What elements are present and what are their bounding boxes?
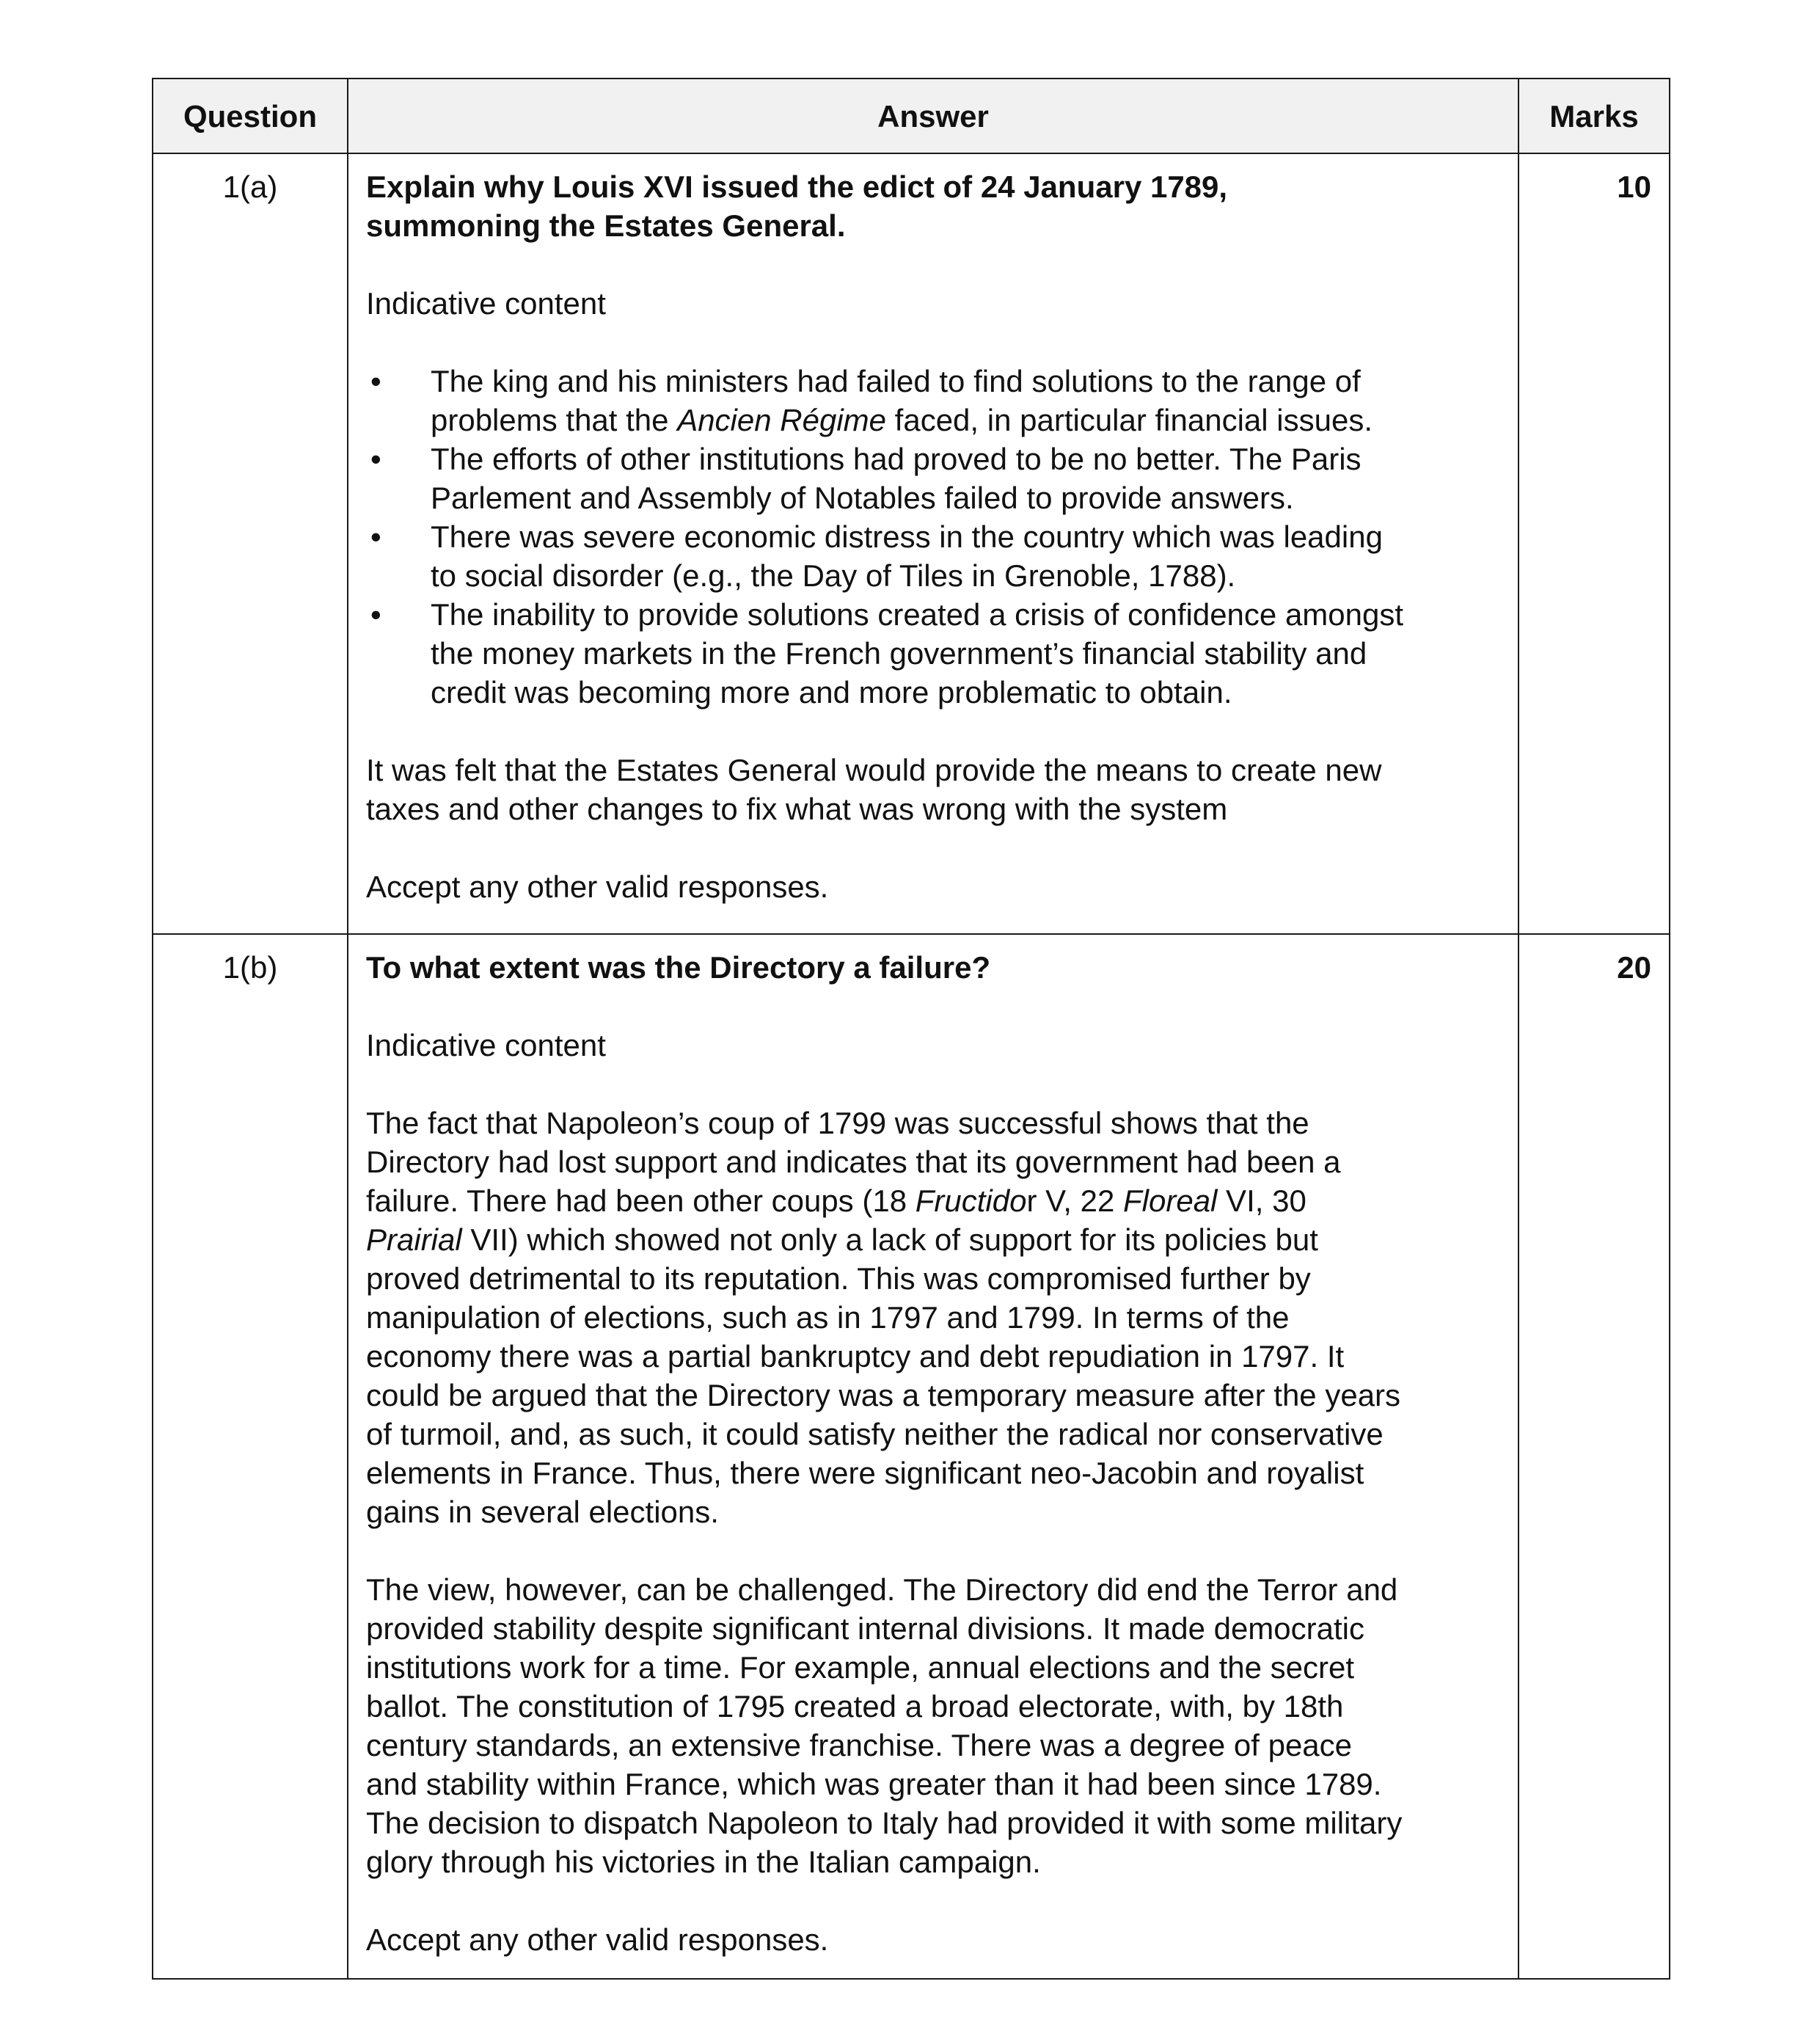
text-line <box>431 401 1502 439</box>
header-question: Question <box>153 79 348 153</box>
text-line: taxes and other changes to fix what was wrong with the system <box>366 792 1228 826</box>
text-line: Parlement and Assembly of Notables failed to provide answers. <box>431 481 1294 515</box>
table-row <box>153 153 1670 934</box>
conclusion-paragraph <box>366 751 1502 828</box>
text-segment: r V, 22 <box>1026 1183 1123 1218</box>
text-line: credit was becoming more and more problematic to obtain. <box>431 675 1232 710</box>
bullet-list <box>366 362 1502 712</box>
text-line: The inability to provide solutions created a crisis of confidence amongst <box>431 597 1404 632</box>
text-line: to social disorder (e.g., the Day of Tiles in Grenoble, 1788). <box>431 558 1236 593</box>
text-segment: VII) which showed not only a lack of support for its policies but <box>461 1222 1318 1257</box>
list-item <box>366 595 1502 712</box>
text-line: century standards, an extensive franchise. There was a degree of peace <box>366 1728 1353 1762</box>
italic-term: Floreal <box>1123 1183 1218 1218</box>
list-item <box>366 517 1502 595</box>
text-line: The king and his ministers had failed to find solutions to the range of <box>431 364 1361 398</box>
bullet-icon: • <box>370 364 381 398</box>
text-line: summoning the Estates General. <box>366 208 846 243</box>
text-line: manipulation of elections, such as in 1797 and 1799. In terms of the <box>366 1300 1290 1335</box>
text-line <box>366 1220 1502 1259</box>
text-line: could be argued that the Directory was a temporary measure after the years <box>366 1378 1401 1412</box>
marks-value: 20 <box>1519 934 1670 1979</box>
text-line: ballot. The constitution of 1795 created a broad electorate, with, by 18th <box>366 1689 1344 1724</box>
table-header-row <box>153 79 1670 153</box>
indicative-content-label: Indicative content <box>366 1028 606 1062</box>
text-segment: failure. There had been other coups (18 <box>366 1183 916 1218</box>
text-line: economy there was a partial bankruptcy and debt repudiation in 1797. It <box>366 1339 1345 1374</box>
marks-value: 10 <box>1519 153 1670 934</box>
text-line: Explain why Louis XVI issued the edict of 24 January 1789, <box>366 169 1228 204</box>
text-line: It was felt that the Estates General would provide the means to create new <box>366 753 1382 787</box>
text-line: The fact that Napoleon’s coup of 1799 was successful shows that the <box>366 1106 1309 1140</box>
list-item <box>366 439 1502 517</box>
text-line <box>366 1181 1502 1220</box>
answer-cell <box>348 153 1519 934</box>
question-prompt: To what extent was the Directory a failure? <box>366 950 991 985</box>
text-line: There was severe economic distress in the country which was leading <box>431 519 1383 554</box>
table-row <box>153 934 1670 1979</box>
answer-cell <box>348 934 1519 1979</box>
indicative-content-label: Indicative content <box>366 286 606 321</box>
italic-term: Prairial <box>366 1222 462 1257</box>
bullet-icon: • <box>370 519 381 554</box>
text-segment: problems that the <box>431 403 678 437</box>
text-segment: faced, in particular financial issues. <box>886 403 1373 437</box>
header-marks: Marks <box>1519 79 1670 153</box>
text-line: The efforts of other institutions had proved to be no better. The Paris <box>431 442 1362 476</box>
mark-scheme-table <box>152 78 1670 1980</box>
text-line: of turmoil, and, as such, it could satisfy neither the radical nor conservative <box>366 1417 1384 1451</box>
text-line: the money markets in the French government’s financial stability and <box>431 636 1367 671</box>
question-number: 1(a) <box>153 153 348 934</box>
question-prompt <box>366 167 1502 245</box>
text-line: and stability within France, which was greater than it had been since 1789. <box>366 1767 1382 1801</box>
text-line: proved detrimental to its reputation. This was compromised further by <box>366 1261 1311 1296</box>
text-line: provided stability despite significant internal divisions. It made democratic <box>366 1611 1365 1646</box>
italic-term: Ancien Régime <box>677 403 886 437</box>
text-line: The view, however, can be challenged. The Directory did end the Terror and <box>366 1572 1398 1607</box>
accept-note: Accept any other valid responses. <box>366 1922 829 1957</box>
text-line: gains in several elections. <box>366 1495 719 1529</box>
header-answer: Answer <box>348 79 1519 153</box>
accept-note: Accept any other valid responses. <box>366 869 829 904</box>
italic-term: Fructido <box>915 1183 1027 1218</box>
question-number: 1(b) <box>153 934 348 1979</box>
text-line: institutions work for a time. For example, annual elections and the secret <box>366 1650 1354 1685</box>
bullet-icon: • <box>370 597 381 632</box>
text-line: elements in France. Thus, there were significant neo-Jacobin and royalist <box>366 1456 1364 1490</box>
paragraph <box>366 1104 1502 1531</box>
bullet-icon: • <box>370 442 381 476</box>
list-item <box>366 362 1502 439</box>
text-line: The decision to dispatch Napoleon to Italy had provided it with some military <box>366 1806 1403 1840</box>
text-segment: VI, 30 <box>1217 1183 1306 1218</box>
paragraph <box>366 1570 1502 1881</box>
text-line: Directory had lost support and indicates that its government had been a <box>366 1145 1341 1179</box>
text-line: glory through his victories in the Italian campaign. <box>366 1845 1041 1879</box>
